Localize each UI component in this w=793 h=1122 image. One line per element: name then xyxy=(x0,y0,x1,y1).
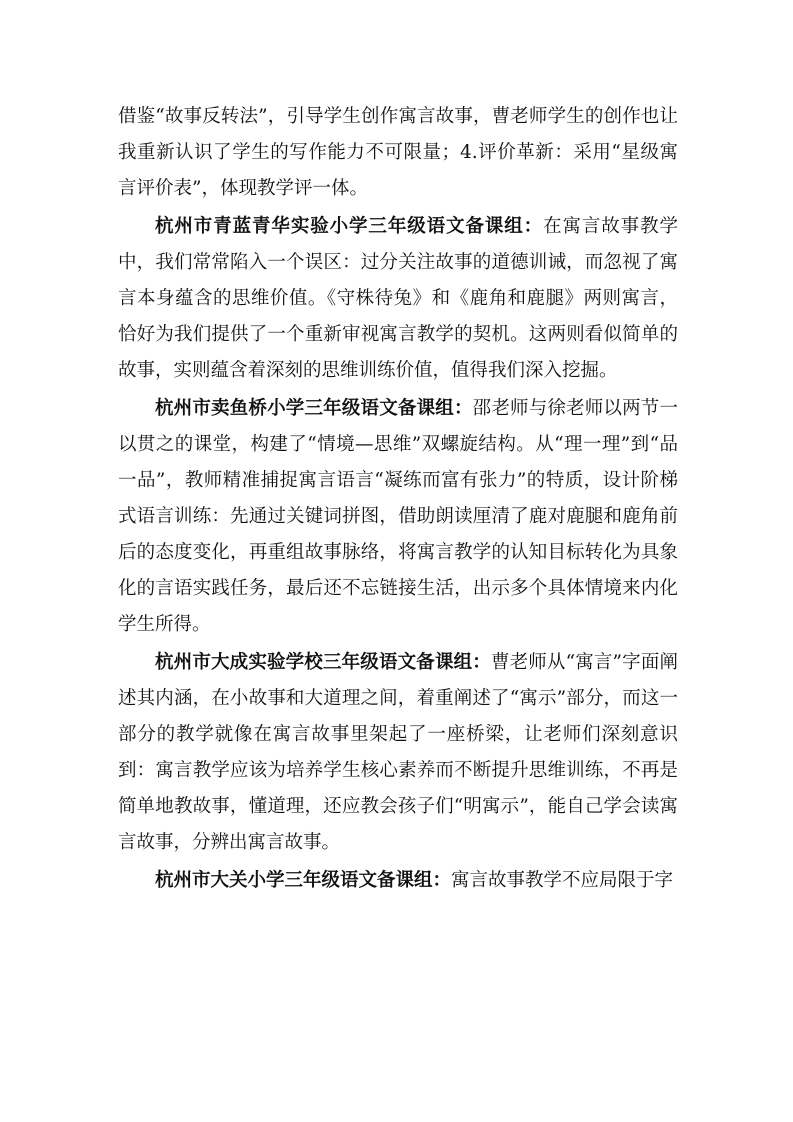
paragraph-qinglan-qinghua xyxy=(118,209,678,389)
paragraph-text: 曹老师从“寓言”字面阐述其内涵，在小故事和大道理之间，着重阐述了“寓示”部分，而这一部分的教学就像在寓言故事里架起了一座桥梁，让老师们深刻意识到：寓言教学应该为培养学生核心素养而不断提升思维训练，不再是简单地教故事，懂道理，还应教会孩子们“明寓示”，能自己学会读寓言故事，分辨出寓言故事。 xyxy=(118,652,678,853)
paragraph-heading: 杭州市大成实验学校三年级语文备课组： xyxy=(155,652,491,673)
paragraph-heading: 杭州市卖鱼桥小学三年级语文备课组： xyxy=(155,398,473,419)
paragraph-heading: 杭州市大关小学三年级语文备课组： xyxy=(155,870,452,891)
paragraph-text: 邵老师与徐老师以两节一以贯之的课堂，构建了“情境—思维”双螺旋结构。从“理一理”到“品一品”，教师精准捕捉寓言语言“凝练而富有张力”的特质，设计阶梯式语言训练：先通过关键词拼图，借助朗读厘清了鹿对鹿腿和鹿角前后的态度变化，再重组故事脉络，将寓言教学的认知目标转化为具象化的言语实践任务，最后还不忘链接生活，出示多个具体情境来内化学生所得。 xyxy=(118,398,678,635)
document-body xyxy=(118,99,678,899)
paragraph-text: 寓言故事教学不应局限于字 xyxy=(451,870,674,891)
paragraph-maiyuqiao xyxy=(118,391,678,643)
paragraph-dacheng xyxy=(118,645,678,861)
paragraph-text: 借鉴“故事反转法”，引导学生创作寓言故事，曹老师学生的创作也让我重新认识了学生的写作能力不可限量；4.评价革新：采用“星级寓言评价表”，体现教学评一体。 xyxy=(118,106,678,199)
paragraph-text: 在寓言故事教学中，我们常常陷入一个误区：过分关注故事的道德训诫，而忽视了寓言本身蕴含的思维价值。《守株待兔》和《鹿角和鹿腿》两则寓言，恰好为我们提供了一个重新审视寓言教学的契机。这两则看似简单的故事，实则蕴含着深刻的思维训练价值，值得我们深入挖掘。 xyxy=(118,216,678,381)
paragraph-continuation xyxy=(118,99,678,207)
paragraph-heading: 杭州市青蓝青华实验小学三年级语文备课组： xyxy=(155,216,544,237)
paragraph-daguan xyxy=(118,863,678,899)
